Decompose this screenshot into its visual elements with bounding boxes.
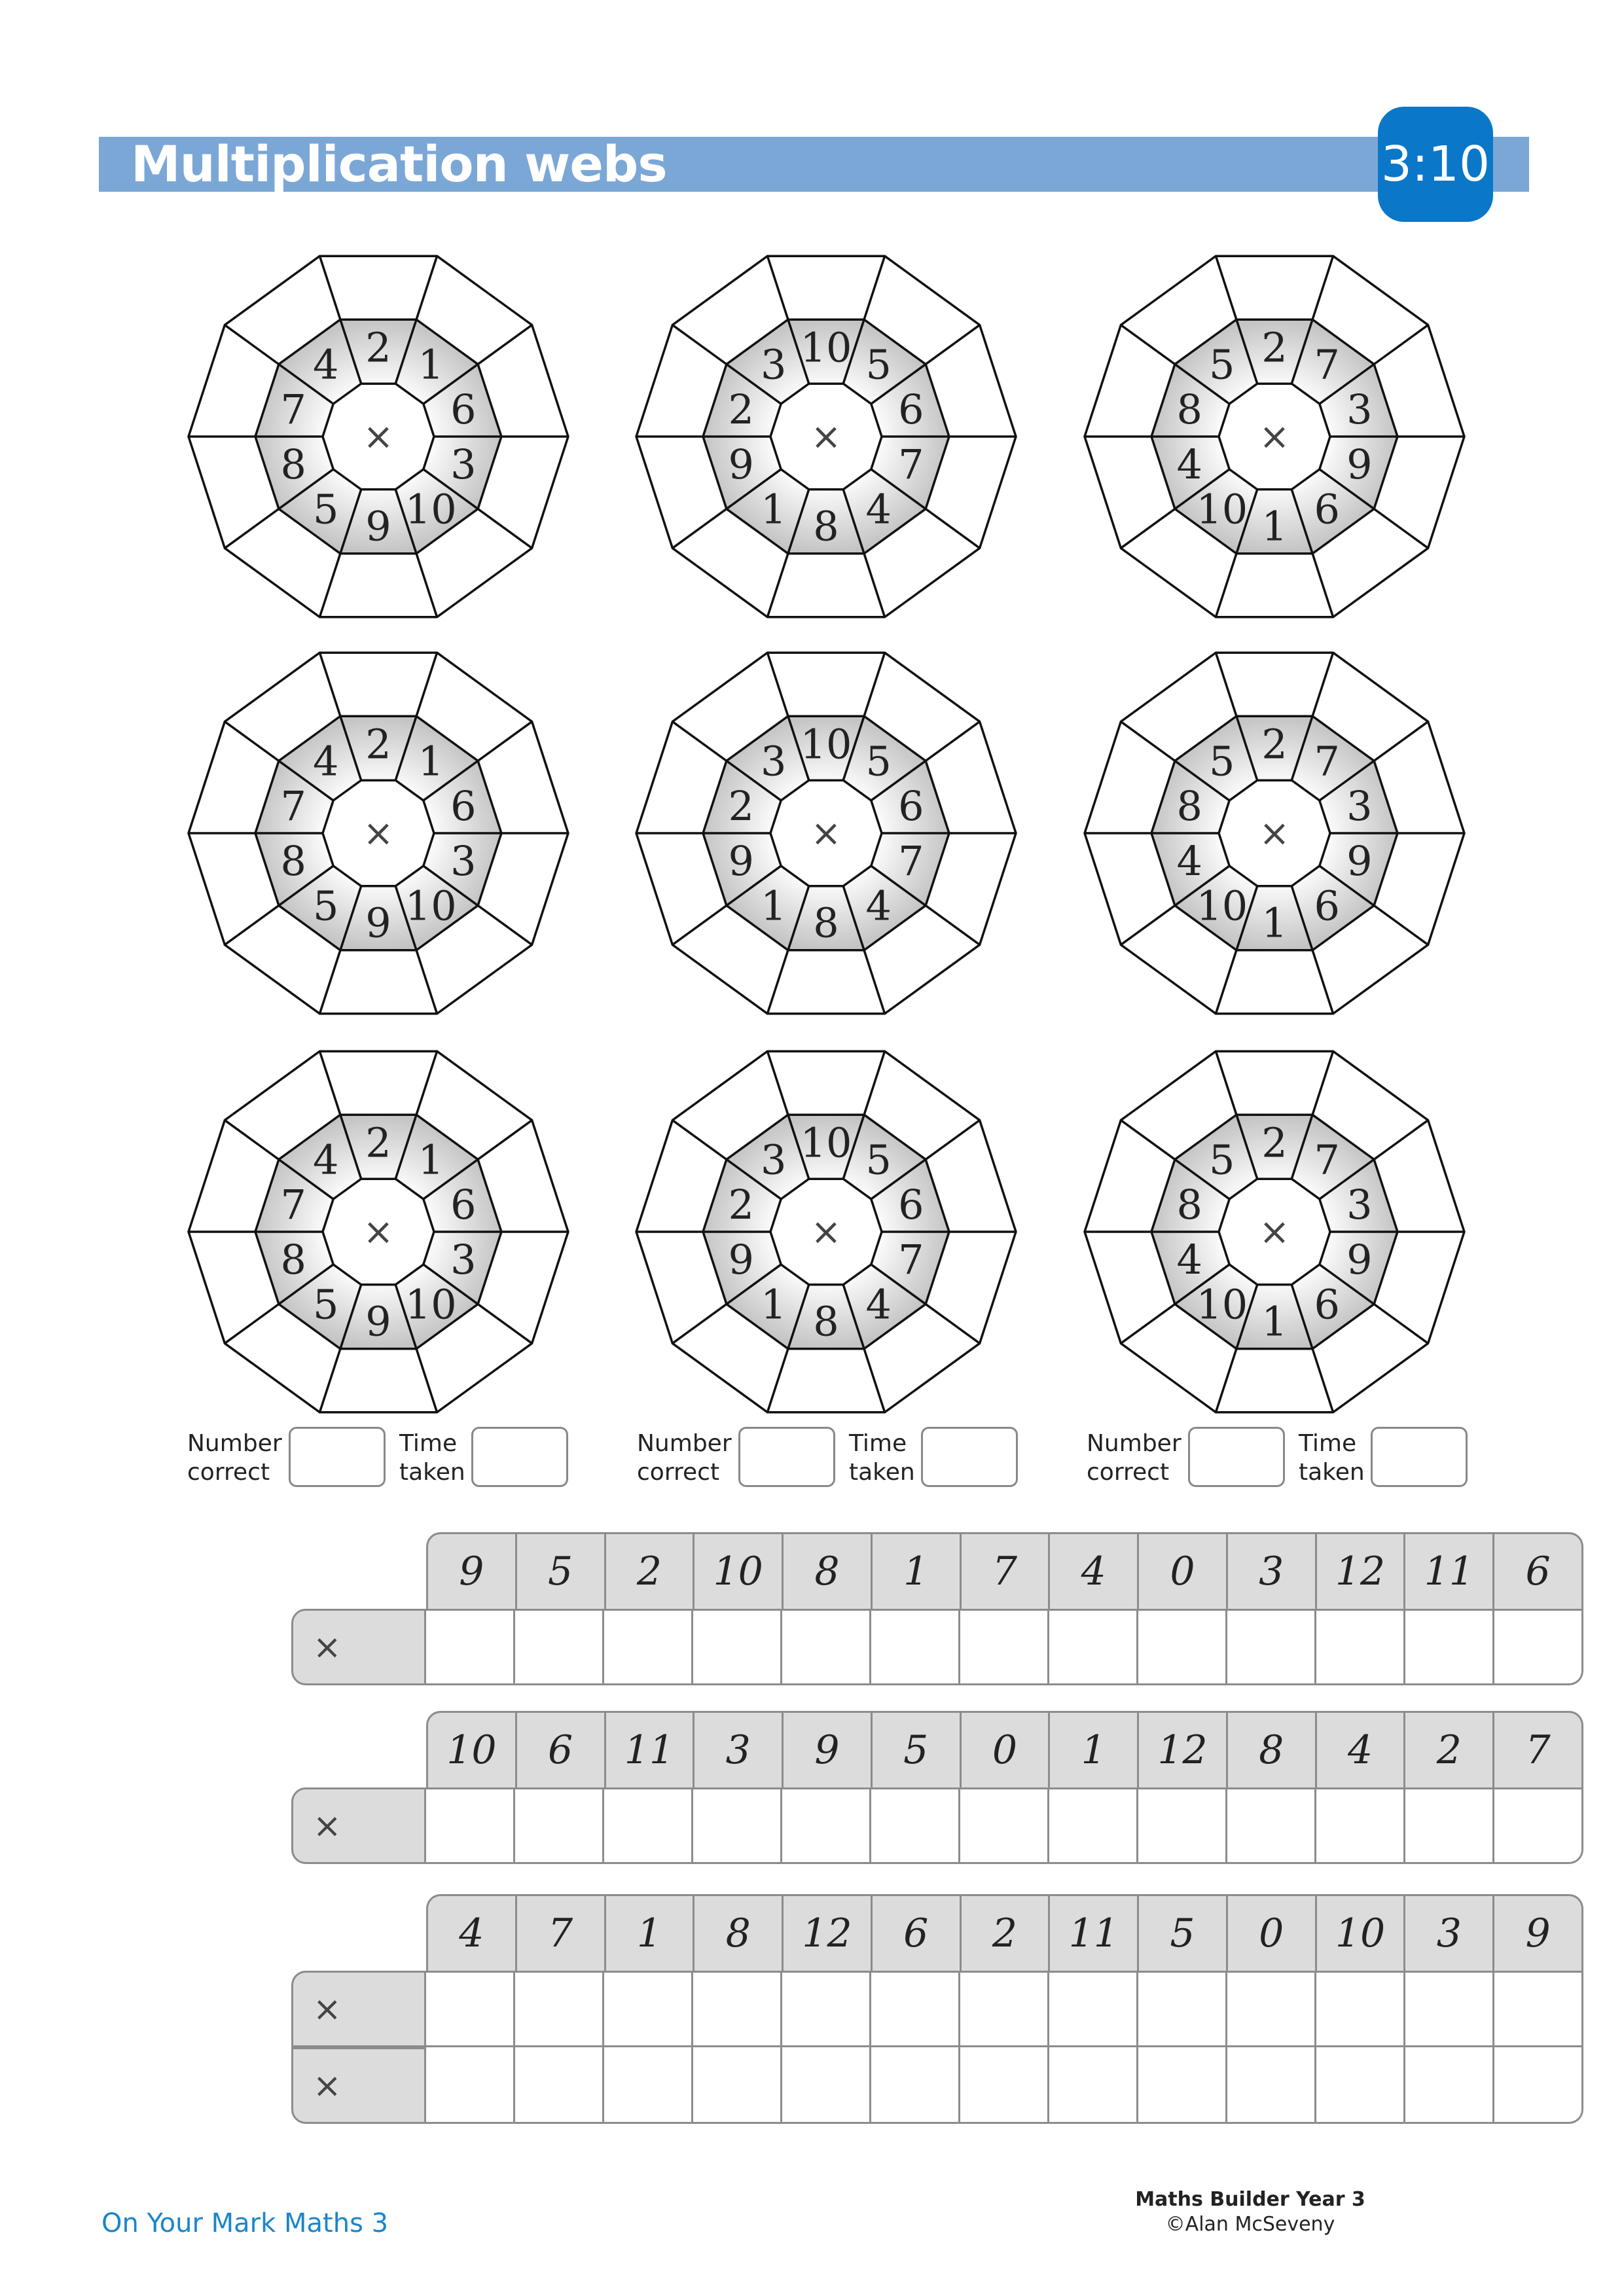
web-multiplicand: 10: [405, 882, 457, 930]
answer-cells: [426, 2047, 1583, 2124]
web-multiplicand: 8: [1176, 385, 1202, 433]
footer-credit: [1132, 2187, 1368, 2237]
web-multiplicand: 9: [1346, 837, 1373, 886]
answer-cell[interactable]: [1227, 1973, 1316, 2045]
answer-cell[interactable]: [871, 2047, 960, 2122]
times-icon: ×: [291, 1787, 426, 1864]
table-header-row: [426, 1894, 1583, 1971]
web-multiplicand: 9: [365, 899, 391, 947]
table-header-cell: 5: [873, 1713, 962, 1787]
table-header-cell: 11: [606, 1713, 695, 1787]
answer-cells: [426, 1787, 1583, 1864]
table-header-cell: 1: [873, 1534, 962, 1609]
web-multiplicand: 5: [865, 737, 892, 785]
web-multiplicand: 9: [728, 837, 754, 886]
times-icon: ×: [810, 812, 842, 855]
web-multiplicand: 5: [865, 1136, 892, 1184]
answer-cell[interactable]: [1227, 2047, 1316, 2122]
multiplication-web: [189, 1051, 568, 1412]
answer-cell[interactable]: [1138, 2047, 1227, 2122]
web-multiplicand: 3: [761, 737, 787, 785]
web-multiplicand: 2: [365, 720, 391, 768]
web-multiplicand: 2: [1261, 323, 1288, 372]
web-multiplicand: 7: [898, 1236, 924, 1284]
table-header-cell: 3: [1228, 1534, 1317, 1609]
web-multiplicand: 6: [898, 385, 924, 433]
time-taken-field[interactable]: [1371, 1427, 1468, 1487]
table-header-cell: 2: [962, 1896, 1051, 1971]
answer-cell[interactable]: [426, 1789, 515, 1862]
table-header-cell: 5: [1139, 1896, 1228, 1971]
table-header-cell: 10: [428, 1713, 517, 1787]
multiplication-web: [1085, 256, 1464, 617]
time-taken-label: Time taken: [849, 1430, 915, 1486]
web-multiplicand: 7: [1314, 737, 1340, 785]
web-multiplicand: 9: [728, 1236, 754, 1284]
web-multiplicand: 5: [313, 1280, 339, 1329]
table-header-cell: 11: [1050, 1896, 1139, 1971]
multiplication-web: [189, 653, 568, 1014]
answer-cell[interactable]: [1049, 1611, 1138, 1683]
times-icon: ×: [291, 2047, 426, 2124]
web-multiplicand: 4: [1176, 837, 1202, 886]
footer-series-title: On Your Mark Maths 3: [101, 2208, 389, 2238]
answer-cell[interactable]: [604, 1611, 693, 1683]
web-multiplicand: 4: [313, 1136, 339, 1184]
answer-cell[interactable]: [1049, 1973, 1138, 2045]
web-multiplicand: 7: [1314, 340, 1340, 389]
footer-author: ©Alan McSeveny: [1165, 2213, 1335, 2236]
web-multiplicand: 5: [313, 485, 339, 533]
web-multiplicand: 4: [865, 485, 892, 533]
footer-book-title: Maths Builder Year 3: [1135, 2188, 1365, 2211]
web-multiplicand: 7: [898, 837, 924, 886]
web-multiplicand: 1: [1261, 1297, 1288, 1346]
web-multiplicand: 9: [365, 502, 391, 550]
web-multiplicand: 6: [450, 385, 477, 433]
web-multiplicand: 9: [1346, 440, 1373, 489]
web-multiplicand: 6: [1314, 485, 1340, 533]
table-header-cell: 1: [1050, 1713, 1139, 1787]
table-answer-row: [291, 1787, 1583, 1864]
answer-cell[interactable]: [960, 2047, 1049, 2122]
web-multiplicand: 2: [1261, 720, 1288, 768]
multiplication-web: [189, 256, 568, 617]
table-header-cell: 12: [784, 1896, 873, 1971]
times-icon: ×: [363, 416, 394, 458]
table-header-cell: 6: [517, 1713, 606, 1787]
table-header-cell: 3: [1405, 1896, 1494, 1971]
table-header-cell: 10: [1317, 1896, 1406, 1971]
answer-cell[interactable]: [515, 1789, 604, 1862]
web-multiplicand: 2: [728, 781, 754, 830]
web-multiplicand: 3: [761, 1136, 787, 1184]
table-header-cell: 12: [1139, 1713, 1228, 1787]
worksheet-number-badge: 3:10: [1378, 107, 1493, 222]
web-multiplicand: 8: [280, 837, 306, 886]
web-multiplicand: 6: [898, 781, 924, 830]
web-multiplicand: 8: [813, 502, 839, 550]
web-multiplicand: 4: [865, 1280, 892, 1329]
table-header-cell: 5: [517, 1534, 606, 1609]
web-multiplicand: 9: [1346, 1236, 1373, 1284]
web-multiplicand: 3: [1346, 385, 1373, 433]
answer-cell[interactable]: [1227, 1789, 1316, 1862]
number-correct-field[interactable]: [289, 1427, 386, 1487]
table-answer-row: [291, 1609, 1583, 1685]
table-header-cell: 8: [1228, 1713, 1317, 1787]
answer-cell[interactable]: [1049, 1789, 1138, 1862]
times-icon: ×: [1259, 416, 1290, 458]
table-header-cell: 9: [784, 1713, 873, 1787]
web-multiplicand: 8: [280, 440, 306, 489]
times-icon: ×: [291, 1971, 426, 2047]
answer-cell[interactable]: [1405, 1973, 1494, 2045]
times-icon: ×: [1259, 1211, 1290, 1253]
time-taken-label: Time taken: [1299, 1430, 1365, 1486]
answer-cell[interactable]: [1049, 2047, 1138, 2122]
web-multiplicand: 8: [813, 1297, 839, 1346]
table-header-cell: 10: [695, 1534, 784, 1609]
web-multiplicand: 7: [280, 781, 306, 830]
web-multiplicand: 5: [1209, 1136, 1235, 1184]
table-header-cell: 7: [1525, 1727, 1551, 1773]
page-title: Multiplication webs: [131, 135, 667, 193]
web-multiplicand: 6: [1314, 1280, 1340, 1329]
answer-cell[interactable]: [1316, 1611, 1405, 1683]
web-multiplicand: 10: [405, 1280, 457, 1329]
answer-cell[interactable]: [1494, 2047, 1581, 2122]
answer-cell[interactable]: [871, 1611, 960, 1683]
web-multiplicand: 4: [1176, 1236, 1202, 1284]
number-correct-label: Number correct: [1087, 1430, 1182, 1486]
answer-cell[interactable]: [1494, 1611, 1581, 1683]
answer-cell[interactable]: [1138, 1789, 1227, 1862]
time-taken-label: Time taken: [399, 1430, 465, 1486]
web-multiplicand: 1: [418, 737, 444, 785]
times-icon: ×: [291, 1609, 426, 1685]
web-multiplicand: 8: [813, 899, 839, 947]
web-multiplicand: 2: [1261, 1119, 1288, 1167]
answer-cell[interactable]: [1405, 2047, 1494, 2122]
number-correct-field[interactable]: [1188, 1427, 1285, 1487]
web-multiplicand: 4: [313, 340, 339, 389]
web-multiplicand: 10: [405, 485, 457, 533]
table-header-cell: 2: [1405, 1713, 1494, 1787]
answer-cell[interactable]: [1316, 1973, 1405, 2045]
table-header-cell: 4: [1317, 1713, 1406, 1787]
web-multiplicand: 2: [365, 323, 391, 372]
times-icon: ×: [810, 1211, 842, 1253]
web-multiplicand: 3: [450, 440, 477, 489]
web-multiplicand: 5: [1209, 340, 1235, 389]
web-multiplicand: 5: [313, 882, 339, 930]
time-taken-field[interactable]: [471, 1427, 568, 1487]
number-correct-field[interactable]: [738, 1427, 835, 1487]
web-multiplicand: 7: [280, 1180, 306, 1229]
web-multiplicand: 3: [1346, 1180, 1373, 1229]
web-multiplicand: 2: [365, 1119, 391, 1167]
table-header-cell: 7: [517, 1896, 606, 1971]
answer-cell[interactable]: [1316, 2047, 1405, 2122]
answer-cell[interactable]: [960, 1973, 1049, 2045]
web-multiplicand: 10: [800, 323, 852, 372]
answer-cell[interactable]: [1405, 1789, 1494, 1862]
table-header-cell: 9: [1525, 1910, 1551, 1956]
table-header-cell: 9: [428, 1534, 517, 1609]
web-multiplicand: 6: [450, 1180, 477, 1229]
table-header-cell: 6: [873, 1896, 962, 1971]
web-multiplicand: 3: [450, 837, 477, 886]
web-multiplicand: 1: [761, 882, 787, 930]
answer-cell[interactable]: [604, 1973, 693, 2045]
number-correct-label: Number correct: [637, 1430, 732, 1486]
answer-cell[interactable]: [782, 1973, 871, 2045]
time-taken-field[interactable]: [921, 1427, 1018, 1487]
table-header-cell: 8: [695, 1896, 784, 1971]
number-correct-label: Number correct: [187, 1430, 282, 1486]
web-multiplicand: 8: [1176, 1180, 1202, 1229]
answer-cell[interactable]: [782, 1789, 871, 1862]
table-header-cell: 8: [784, 1534, 873, 1609]
answer-cell[interactable]: [426, 1611, 515, 1683]
table-header-cell: 2: [606, 1534, 695, 1609]
answer-cell[interactable]: [1138, 1611, 1227, 1683]
web-multiplicand: 9: [728, 440, 754, 489]
table-header-cell: 11: [1405, 1534, 1494, 1609]
answer-cell[interactable]: [960, 1611, 1049, 1683]
table-header-cell: 4: [428, 1896, 517, 1971]
multiplication-web: [636, 1051, 1016, 1412]
web-multiplicand: 7: [898, 440, 924, 489]
web-multiplicand: 3: [1346, 781, 1373, 830]
answer-cell[interactable]: [693, 1789, 782, 1862]
web-multiplicand: 1: [761, 1280, 787, 1329]
table-header-cell: 1: [606, 1896, 695, 1971]
web-multiplicand: 2: [728, 1180, 754, 1229]
web-multiplicand: 7: [1314, 1136, 1340, 1184]
score-group: [187, 1427, 554, 1492]
web-multiplicand: 5: [865, 340, 892, 389]
table-header-row: [426, 1532, 1583, 1609]
web-multiplicand: 8: [1176, 781, 1202, 830]
times-icon: ×: [1259, 812, 1290, 855]
answer-cell[interactable]: [782, 1611, 871, 1683]
answer-cell[interactable]: [960, 1789, 1049, 1862]
multiplication-web: [1085, 1051, 1464, 1412]
table-header-cell: 12: [1317, 1534, 1406, 1609]
score-group: [1087, 1427, 1453, 1492]
answer-cell[interactable]: [604, 2047, 693, 2122]
answer-cell[interactable]: [871, 1789, 960, 1862]
web-multiplicand: 4: [1176, 440, 1202, 489]
answer-cell[interactable]: [693, 1973, 782, 2045]
table-header-cell: 6: [1525, 1549, 1551, 1594]
multiplication-web: [636, 256, 1016, 617]
answer-cell[interactable]: [426, 1973, 515, 2045]
web-multiplicand: 4: [865, 882, 892, 930]
web-multiplicand: 10: [1196, 1280, 1248, 1329]
answer-cell[interactable]: [1138, 1973, 1227, 2045]
answer-cell[interactable]: [1494, 1973, 1581, 2045]
web-multiplicand: 5: [1209, 737, 1235, 785]
multiplication-web: [1085, 653, 1464, 1014]
table-header-cell: 7: [962, 1534, 1051, 1609]
answer-cells: [426, 1609, 1583, 1685]
answer-cell[interactable]: [515, 2047, 604, 2122]
answer-cell[interactable]: [515, 1973, 604, 2045]
web-multiplicand: 2: [728, 385, 754, 433]
answer-cell[interactable]: [1227, 1611, 1316, 1683]
answer-cell[interactable]: [604, 1789, 693, 1862]
web-multiplicand: 6: [1314, 882, 1340, 930]
answer-cells: [426, 1971, 1583, 2047]
answer-cell[interactable]: [693, 1611, 782, 1683]
times-icon: ×: [810, 416, 842, 458]
times-icon: ×: [363, 1211, 394, 1253]
web-multiplicand: 3: [450, 1236, 477, 1284]
answer-cell[interactable]: [1316, 1789, 1405, 1862]
answer-cell[interactable]: [782, 2047, 871, 2122]
table-header-cell: 0: [962, 1713, 1051, 1787]
web-multiplicand: 1: [1261, 899, 1288, 947]
web-multiplicand: 1: [1261, 502, 1288, 550]
web-multiplicand: 8: [280, 1236, 306, 1284]
web-multiplicand: 3: [761, 340, 787, 389]
web-multiplicand: 1: [418, 340, 444, 389]
web-multiplicand: 1: [761, 485, 787, 533]
web-multiplicand: 10: [1196, 485, 1248, 533]
table-answer-row: [291, 2047, 1583, 2124]
table-answer-row: [291, 1971, 1583, 2047]
answer-cell[interactable]: [515, 1611, 604, 1683]
web-multiplicand: 10: [1196, 882, 1248, 930]
multiplication-web: [636, 653, 1016, 1014]
web-multiplicand: 6: [898, 1180, 924, 1229]
answer-cell[interactable]: [1405, 1611, 1494, 1683]
times-icon: ×: [363, 812, 394, 855]
table-header-cell: 0: [1228, 1896, 1317, 1971]
score-group: [637, 1427, 1003, 1492]
answer-cell[interactable]: [693, 2047, 782, 2122]
web-multiplicand: 4: [313, 737, 339, 785]
web-multiplicand: 6: [450, 781, 477, 830]
web-multiplicand: 10: [800, 720, 852, 768]
answer-cell[interactable]: [871, 1973, 960, 2045]
web-multiplicand: 1: [418, 1136, 444, 1184]
web-multiplicand: 9: [365, 1297, 391, 1346]
web-multiplicand: 7: [280, 385, 306, 433]
answer-cell[interactable]: [426, 2047, 515, 2122]
table-header-cell: 3: [695, 1713, 784, 1787]
table-header-row: [426, 1711, 1583, 1787]
table-header-cell: 0: [1139, 1534, 1228, 1609]
web-multiplicand: 10: [800, 1119, 852, 1167]
table-header-cell: 4: [1050, 1534, 1139, 1609]
answer-cell[interactable]: [1494, 1789, 1581, 1862]
